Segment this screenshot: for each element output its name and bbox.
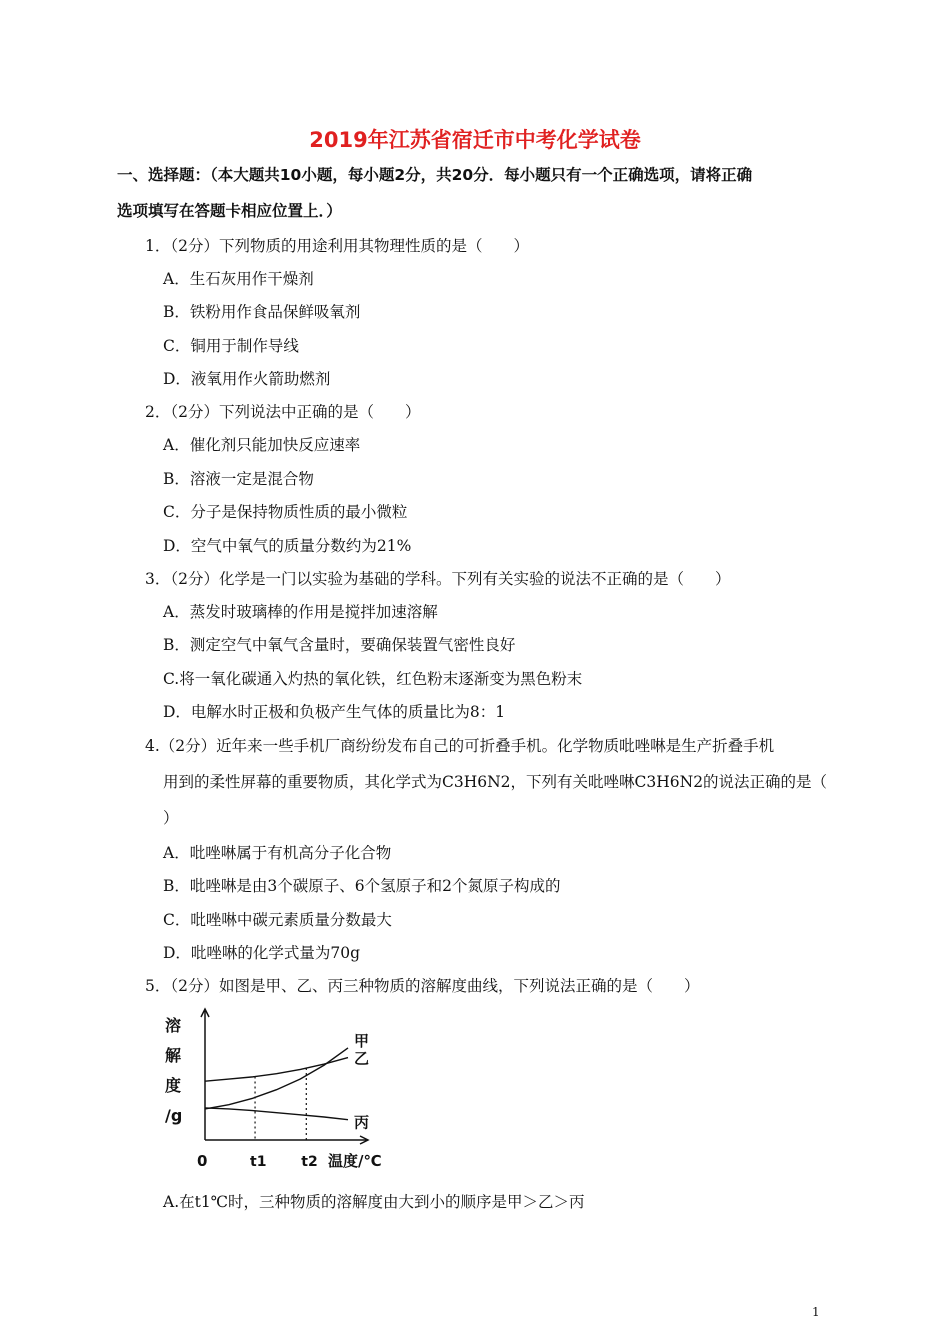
question-5-option-a: A.在t1℃时，三种物质的溶解度由大到小的顺序是甲＞乙＞丙 [163, 1193, 585, 1211]
question-2-option-c: C．分子是保持物质性质的最小微粒 [163, 503, 408, 521]
question-2-option-b: B．溶液一定是混合物 [163, 470, 314, 488]
question-2-stem: 2．（2分）下列说法中正确的是（ ） [145, 403, 421, 421]
y-axis-label-char: 解 [165, 1046, 182, 1065]
question-4-option-a: A．吡唑啉属于有机高分子化合物 [163, 844, 392, 862]
question-3-option-d: D．电解水时正极和负极产生气体的质量比为8：1 [163, 703, 506, 721]
page-number: 1 [812, 1305, 820, 1319]
question-5-stem: 5．（2分）如图是甲、乙、丙三种物质的溶解度曲线，下列说法正确的是（ ） [145, 977, 700, 995]
y-axis-label-char: /g [165, 1106, 183, 1125]
question-3-option-b: B．测定空气中氧气含量时，要确保装置气密性良好 [163, 636, 516, 654]
question-1-option-d: D．液氧用作火箭助燃剂 [163, 370, 331, 388]
origin-label: 0 [197, 1152, 208, 1170]
question-4-option-b: B．吡唑啉是由3个碳原子、6个氢原子和2个氮原子构成的 [163, 877, 561, 895]
series-label-3: 丙 [354, 1113, 370, 1132]
x-tick-label-t2: t2 [301, 1154, 318, 1170]
series-curve-2 [205, 1058, 348, 1082]
series-label-2: 乙 [354, 1049, 370, 1068]
section-heading-line1: 一、选择题：（本大题共10小题，每小题2分，共20分．每小题只有一个正确选项，请将正确 [117, 166, 753, 184]
question-1-option-b: B．铁粉用作食品保鲜吸氧剂 [163, 303, 361, 321]
question-1-option-c: C．铜用于制作导线 [163, 337, 299, 355]
question-4-stem: 4.（2分）近年来一些手机厂商纷纷发布自己的可折叠手机。化学物质吡唑啉是生产折叠手机 [145, 737, 775, 755]
question-1-option-a: A．生石灰用作干燥剂 [163, 270, 314, 288]
y-axis-label-char: 度 [165, 1076, 182, 1095]
x-tick-label-t1: t1 [250, 1154, 267, 1170]
question-4-stem-closing: ） [163, 809, 179, 827]
question-2-option-d: D．空气中氧气的质量分数约为21% [163, 537, 412, 555]
series-curve-1 [205, 1048, 348, 1109]
question-4-option-c: C．吡唑啉中碳元素质量分数最大 [163, 911, 392, 929]
question-3-option-a: A．蒸发时玻璃棒的作用是搅拌加速溶解 [163, 603, 438, 621]
series-label-1: 甲 [354, 1031, 370, 1050]
question-3-stem: 3．（2分）化学是一门以实验为基础的学科。下列有关实验的说法不正确的是（ ） [145, 570, 731, 588]
exam-title: 2019年江苏省宿迁市中考化学试卷 [309, 128, 641, 152]
question-1-stem: 1．（2分）下列物质的用途利用其物理性质的是（ ） [145, 237, 529, 255]
question-4-option-d: D．吡唑啉的化学式量为70g [163, 944, 361, 962]
solubility-curve-chart [163, 1003, 423, 1173]
y-axis-label-char: 溶 [165, 1016, 182, 1035]
section-heading-line2: 选项填写在答题卡相应位置上．） [117, 202, 342, 220]
x-axis-label: 温度/℃ [328, 1152, 382, 1170]
series-curve-3 [205, 1108, 348, 1120]
question-3-option-c: C.将一氧化碳通入灼热的氧化铁，红色粉末逐渐变为黑色粉末 [163, 670, 583, 688]
question-2-option-a: A．催化剂只能加快反应速率 [163, 436, 361, 454]
question-4-stem-continued: 用到的柔性屏幕的重要物质，其化学式为C3H6N2，下列有关吡唑啉C3H6N2的说法正确的是（ [163, 773, 828, 791]
